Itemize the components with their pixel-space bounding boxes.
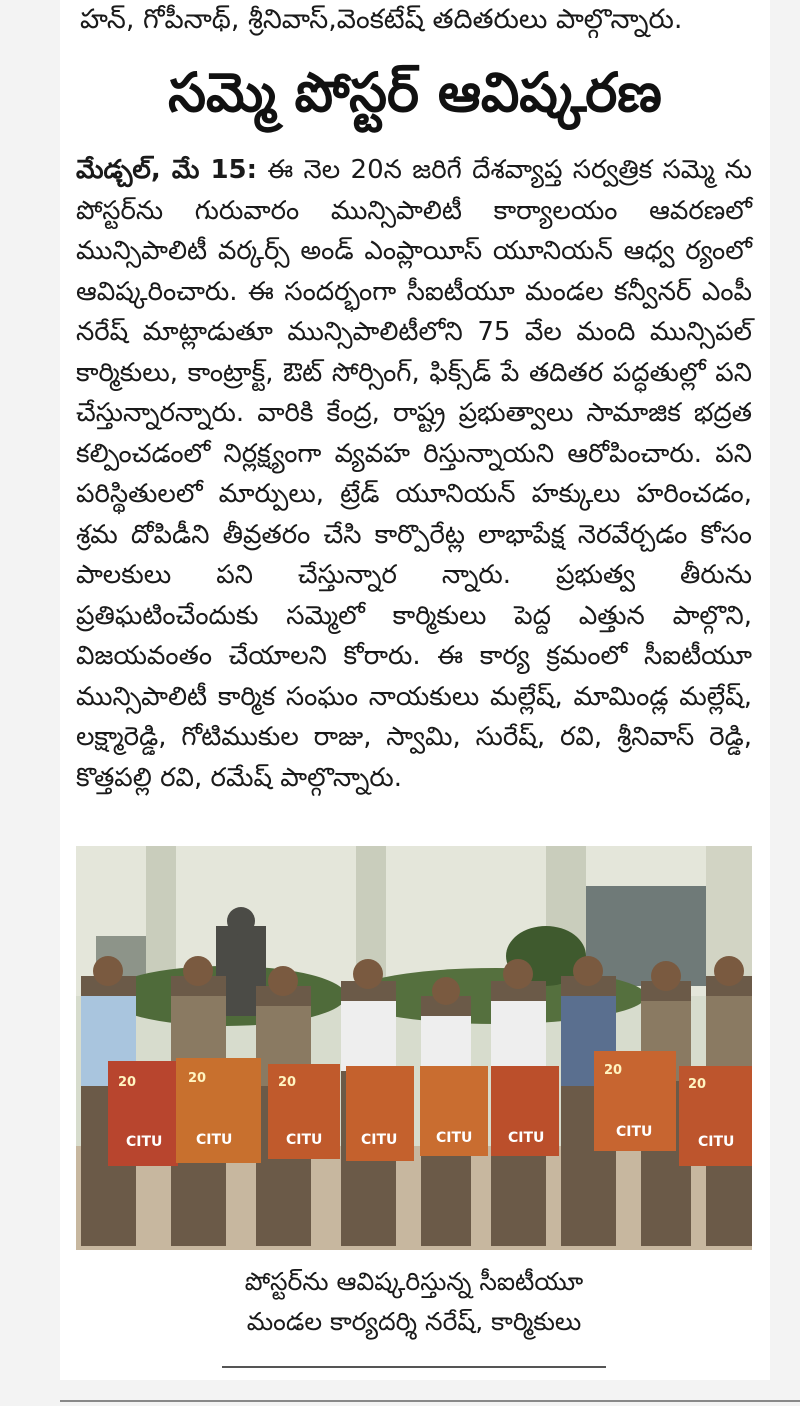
poster-number: 20: [118, 1075, 137, 1090]
poster-label: CITU: [616, 1124, 653, 1140]
poster-number: 20: [278, 1075, 297, 1090]
poster-number: 20: [688, 1077, 707, 1092]
previous-article-last-line: హన్, గోపీనాథ్, శ్రీనివాస్,వెంకటేష్ తదితరులు పాల్గొన్నారు.: [80, 4, 683, 35]
article-dateline: మేడ్చల్, మే 15:: [76, 155, 258, 185]
page-bottom-divider: [60, 1400, 800, 1402]
article-photo: [76, 846, 752, 1250]
poster-label: CITU: [361, 1132, 398, 1148]
poster-label: CITU: [436, 1130, 473, 1146]
poster-label: CITU: [196, 1132, 233, 1148]
article-headline: సమ్మె పోస్టర్ ఆవిష్కరణ: [168, 61, 662, 124]
caption-divider: [222, 1366, 606, 1368]
poster-number: 20: [188, 1071, 207, 1086]
article-body-text: ఈ నెల 20న జరిగే దేశవ్యాప్త సర్వత్రిక సమ్మె ను పోస్టర్‌ను గురువారం మున్సిపాలిటీ కార్యాలయం ఆవరణలో మున్సిపాలిటీ వర్కర్స్ అండ్ ఎంప్లాయీస్ యూనియన్ ఆధ్వ ర్యంలో ఆవిష్కరించారు. ఈ సందర్భంగా సీఐటీయూ మండల కన్వీనర్ ఎంపీ నరేష్ మాట్లాడుతూ మున్సిపాలిటీలోని 75 వేల మంది మున్సిపల్ కార్మికులు, కాంట్రాక్ట్, ఔట్ సోర్సింగ్, ఫిక్స్‌డ్ పే తదితర పద్ధతుల్లో పని చేస్తున్నారన్నారు. వారికి కేంద్ర, రాష్ట్ర ప్రభుత్వాలు సామాజిక భద్రత కల్పించడంలో నిర్లక్ష్యంగా వ్యవహ రిస్తున్నాయని ఆరోపించారు. పని పరిస్థితులలో మార్పులు, ట్రేడ్ యూనియన్ హక్కులు హరించడం, శ్రమ దోపిడీని తీవ్రతరం చేసి కార్పొరేట్ల లాభాపేక్ష నెరవేర్చడం కోసం పాలకులు పని చేస్తున్నార న్నారు. ప్రభుత్వ తీరును ప్రతిఘటించేందుకు సమ్మెలో కార్మికులు పెద్ద ఎత్తున పాల్గొని, విజయవంతం చేయాలని కోరారు. ఈ కార్య క్రమంలో సీఐటీయూ మున్సిపాలిటీ కార్మిక సంఘం నాయకులు మల్లేష్, మామిండ్ల మల్లేష్, లక్ష్మారెడ్డి, గోటిముకుల రాజు, స్వామి, సురేష్, రవి, శ్రీనివాస్ రెడ్డి, కొత్తపల్లి రవి, రమేష్ పాల్గొన్నారు.: [76, 155, 753, 793]
poster-label: CITU: [508, 1130, 545, 1146]
article-body: [76, 150, 752, 798]
poster-label: CITU: [698, 1134, 735, 1150]
photo-caption-line: పోస్టర్‌ను ఆవిష్కరిస్తున్న సీఐటీయూ: [244, 1267, 584, 1296]
photo-caption: [76, 1262, 752, 1342]
poster-label: CITU: [286, 1132, 323, 1148]
poster-number: 20: [604, 1063, 623, 1078]
photo-caption-line: మండల కార్యదర్శి నరేష్, కార్మికులు: [246, 1307, 582, 1336]
poster-label: CITU: [126, 1134, 163, 1150]
